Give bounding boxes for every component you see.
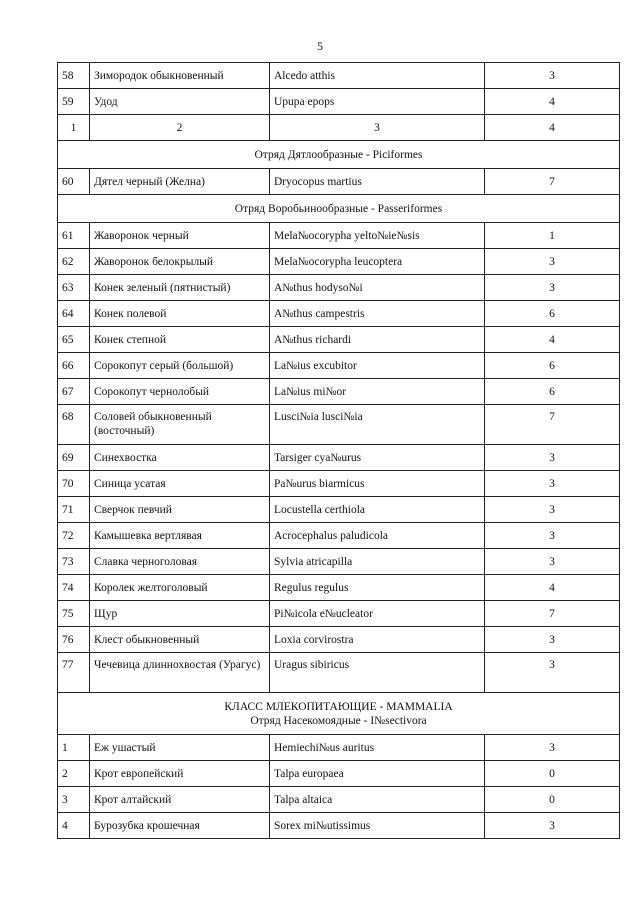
status-category: 3 — [485, 63, 620, 89]
row-number: 61 — [58, 223, 90, 249]
row-number: 65 — [58, 327, 90, 353]
table-row — [58, 275, 620, 301]
table-row — [58, 89, 620, 115]
row-number: 66 — [58, 353, 90, 379]
table-row — [58, 405, 620, 445]
row-number: 74 — [58, 575, 90, 601]
table-row — [58, 379, 620, 405]
latin-name: Mela№ocorypha yelto№ie№sis — [270, 223, 485, 249]
latin-name: Acrocephalus paludicola — [270, 523, 485, 549]
species-table — [57, 62, 620, 839]
row-number: 59 — [58, 89, 90, 115]
status-category: 7 — [485, 169, 620, 195]
row-number: 73 — [58, 549, 90, 575]
status-category: 0 — [485, 787, 620, 813]
russian-name: Удод — [90, 89, 270, 115]
russian-name: Жаворонок черный — [90, 223, 270, 249]
order-title: Отряд Насекомоядные - I№sectivora — [250, 714, 427, 727]
russian-name: Бурозубка крошечная — [90, 813, 270, 839]
status-category: 3 — [485, 653, 620, 693]
latin-name: 3 — [270, 115, 485, 141]
status-category: 3 — [485, 471, 620, 497]
latin-name: Mela№ocorypha leucoptera — [270, 249, 485, 275]
table-row — [58, 301, 620, 327]
row-number: 69 — [58, 445, 90, 471]
latin-name: Upupa epops — [270, 89, 485, 115]
table-row — [58, 497, 620, 523]
row-number: 1 — [58, 115, 90, 141]
latin-name: Locustella certhiola — [270, 497, 485, 523]
row-number: 76 — [58, 627, 90, 653]
row-number: 3 — [58, 787, 90, 813]
table-row — [58, 445, 620, 471]
latin-name: Loxia corvirostra — [270, 627, 485, 653]
russian-name: Конек зеленый (пятнистый) — [90, 275, 270, 301]
russian-name: Синица усатая — [90, 471, 270, 497]
row-number: 64 — [58, 301, 90, 327]
row-number: 72 — [58, 523, 90, 549]
latin-name: Pi№icola e№ucleator — [270, 601, 485, 627]
table-row — [58, 813, 620, 839]
table-row — [58, 523, 620, 549]
russian-name: Синехвостка — [90, 445, 270, 471]
status-category: 6 — [485, 379, 620, 405]
row-number: 77 — [58, 653, 90, 693]
row-number: 67 — [58, 379, 90, 405]
table-row — [58, 761, 620, 787]
status-category: 3 — [485, 523, 620, 549]
latin-name: Lusci№ia lusci№ia — [270, 405, 485, 445]
order-header: Отряд Воробьинообразные - Passeriformes — [58, 195, 620, 223]
russian-name: Клест обыкновенный — [90, 627, 270, 653]
status-category: 3 — [485, 735, 620, 761]
russian-name: Конек степной — [90, 327, 270, 353]
class-header-row — [58, 693, 620, 735]
russian-name: Еж ушастый — [90, 735, 270, 761]
russian-name: Жаворонок белокрылый — [90, 249, 270, 275]
latin-name: Pa№urus biarmicus — [270, 471, 485, 497]
status-category: 3 — [485, 445, 620, 471]
table-row — [58, 627, 620, 653]
latin-name: Regulus regulus — [270, 575, 485, 601]
russian-name: Крот алтайский — [90, 787, 270, 813]
order-header: Отряд Дятлообразные - Piciformes — [58, 141, 620, 169]
status-category: 7 — [485, 405, 620, 445]
page-number: 5 — [317, 39, 323, 53]
table-row — [58, 549, 620, 575]
latin-name: Talpa altaica — [270, 787, 485, 813]
status-category: 3 — [485, 249, 620, 275]
species-table-body — [58, 63, 620, 839]
latin-name: Alcedo atthis — [270, 63, 485, 89]
table-row — [58, 471, 620, 497]
status-category: 4 — [485, 89, 620, 115]
order-header-row — [58, 195, 620, 223]
latin-name: A№thus richardi — [270, 327, 485, 353]
status-category: 4 — [485, 575, 620, 601]
russian-name: Зимородок обыкновенный — [90, 63, 270, 89]
russian-name: Сверчок певчий — [90, 497, 270, 523]
status-category: 3 — [485, 549, 620, 575]
latin-name: Talpa europaea — [270, 761, 485, 787]
status-category: 3 — [485, 497, 620, 523]
latin-name: A№thus campestris — [270, 301, 485, 327]
latin-name: Hemiechi№us auritus — [270, 735, 485, 761]
latin-name: Sylvia atricapilla — [270, 549, 485, 575]
status-category: 4 — [485, 327, 620, 353]
table-row — [58, 575, 620, 601]
latin-name: Uragus sibiricus — [270, 653, 485, 693]
russian-name: Соловей обыкновенный (восточный) — [90, 405, 270, 445]
russian-name: Чечевица длиннохвостая (Урагус) — [90, 653, 270, 693]
table-row — [58, 601, 620, 627]
russian-name: 2 — [90, 115, 270, 141]
table-row — [58, 169, 620, 195]
row-number: 60 — [58, 169, 90, 195]
latin-name: Tarsiger cya№urus — [270, 445, 485, 471]
status-category: 6 — [485, 353, 620, 379]
russian-name: Славка черноголовая — [90, 549, 270, 575]
table-row — [58, 63, 620, 89]
latin-name: La№ius mi№or — [270, 379, 485, 405]
latin-name: Sorex mi№utissimus — [270, 813, 485, 839]
class-title: КЛАСС МЛЕКОПИТАЮЩИЕ - MAMMALIA — [224, 700, 453, 713]
russian-name: Сорокопут чернолобый — [90, 379, 270, 405]
row-number: 4 — [58, 813, 90, 839]
table-row — [58, 327, 620, 353]
latin-name: A№thus hodyso№i — [270, 275, 485, 301]
row-number: 68 — [58, 405, 90, 445]
table-row — [58, 787, 620, 813]
row-number: 63 — [58, 275, 90, 301]
row-number: 70 — [58, 471, 90, 497]
table-row — [58, 353, 620, 379]
table-row — [58, 653, 620, 693]
latin-name: Dryocopus martius — [270, 169, 485, 195]
status-category: 4 — [485, 115, 620, 141]
row-number: 75 — [58, 601, 90, 627]
row-number: 1 — [58, 735, 90, 761]
status-category: 3 — [485, 275, 620, 301]
table-row — [58, 115, 620, 141]
table-row — [58, 735, 620, 761]
russian-name: Дятел черный (Желна) — [90, 169, 270, 195]
row-number: 2 — [58, 761, 90, 787]
status-category: 0 — [485, 761, 620, 787]
order-header-row — [58, 141, 620, 169]
russian-name: Сорокопут серый (большой) — [90, 353, 270, 379]
status-category: 6 — [485, 301, 620, 327]
row-number: 58 — [58, 63, 90, 89]
row-number: 62 — [58, 249, 90, 275]
table-row — [58, 223, 620, 249]
latin-name: La№ius excubitor — [270, 353, 485, 379]
table-row — [58, 249, 620, 275]
status-category: 7 — [485, 601, 620, 627]
status-category: 3 — [485, 627, 620, 653]
row-number: 71 — [58, 497, 90, 523]
russian-name: Крот европейский — [90, 761, 270, 787]
russian-name: Королек желтоголовый — [90, 575, 270, 601]
class-header — [58, 693, 620, 735]
russian-name: Конек полевой — [90, 301, 270, 327]
status-category: 1 — [485, 223, 620, 249]
russian-name: Щур — [90, 601, 270, 627]
status-category: 3 — [485, 813, 620, 839]
russian-name: Камышевка вертлявая — [90, 523, 270, 549]
